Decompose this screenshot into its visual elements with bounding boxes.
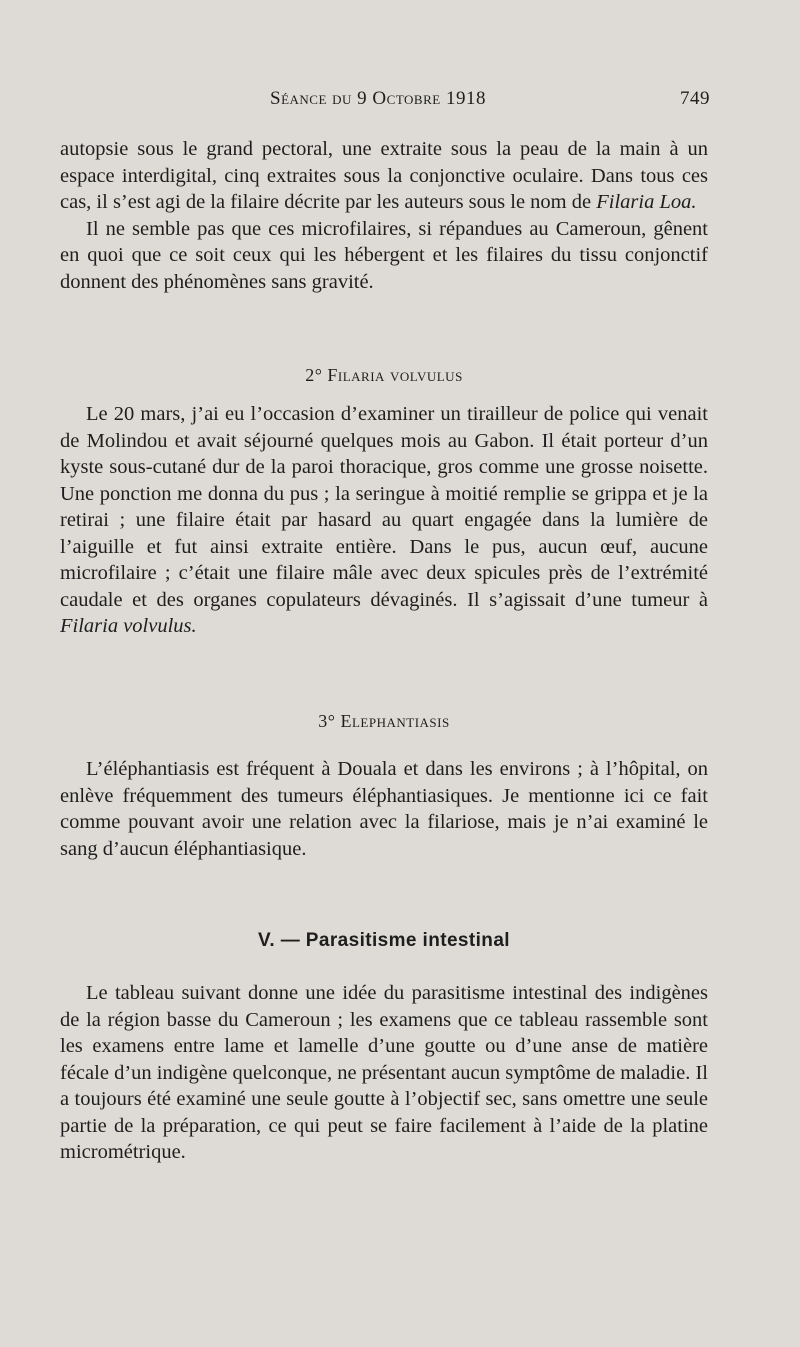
paragraph-text: autopsie sous le grand pectoral, une extraite sous la peau de la main à un espace interdigital, cinq extraites sous la conjonctive oculaire. Dans tous ces cas, il s’est agi de la filaire décrite par les auteurs sous le nom de <box>60 138 708 213</box>
text-block-1 <box>60 136 708 295</box>
species-name: Filaria Loa. <box>596 191 697 213</box>
running-header <box>60 88 710 118</box>
species-name: Filaria volvulus. <box>60 615 197 637</box>
page-number: 749 <box>680 88 710 109</box>
paragraph: Il ne semble pas que ces microfilaires, si répandues au Cameroun, gênent en quoi que ce soit ceux qui les hébergent et les filaires du tissu conjonctif donnent des phénomènes sans gravité. <box>60 217 708 293</box>
paragraph-continuation <box>60 136 708 216</box>
text-block-4 <box>60 980 708 1166</box>
paragraph: L’éléphantiasis est fréquent à Douala et dans les environs ; à l’hôpital, on enlève fréquemment des tumeurs éléphantiasiques. Je mentionne ici ce fait comme pouvant avoir une relation avec la filariose, mais je n’ai examiné le sang d’aucun éléphantiasique. <box>60 758 708 860</box>
subsection-heading-text: 2° Filaria volvulus <box>305 365 463 385</box>
header-title: Séance du 9 Octobre 1918 <box>270 88 486 109</box>
text-block-3 <box>60 756 708 862</box>
section-title: V. — Parasitisme intestinal <box>258 930 510 951</box>
subsection-heading <box>60 711 708 732</box>
subsection-heading-text: 3° Elephantiasis <box>318 711 450 731</box>
subsection-heading <box>60 365 708 386</box>
paragraph: Le tableau suivant donne une idée du parasitisme intestinal des indigènes de la région basse du Cameroun ; les examens que ce tableau rassemble sont les examens entre lame et lamelle d’une goutte ou d’une anse de matière fécale d’un indigène quelconque, ne présentant aucun symptôme de maladie. Il a toujours été examiné une seule goutte à l’objectif sec, sans omettre une seule partie de la préparation, ce qui peut se faire facilement à l’aide de la platine micrométrique. <box>60 982 708 1163</box>
text-block-2 <box>60 401 708 640</box>
paragraph-text: Le 20 mars, j’ai eu l’occasion d’examiner un tirailleur de police qui venait de Molindou et avait séjourné quelques mois au Gabon. Il était porteur d’un kyste sous-cutané dur de la paroi thoracique, gros comme une grosse noisette. Une ponction me donna du pus ; la seringue à moitié remplie se grippa et je la retirai ; une filaire était par hasard au quart engagée dans la lumière de l’aiguille et fut ainsi extraite entière. Dans le pus, aucun œuf, aucune microfilaire ; c’était une filaire mâle avec deux spicules près de l’extrémité caudale et des organes copulateurs dévaginés. Il s’agissait d’une tumeur à <box>60 403 708 611</box>
paragraph <box>60 401 708 640</box>
